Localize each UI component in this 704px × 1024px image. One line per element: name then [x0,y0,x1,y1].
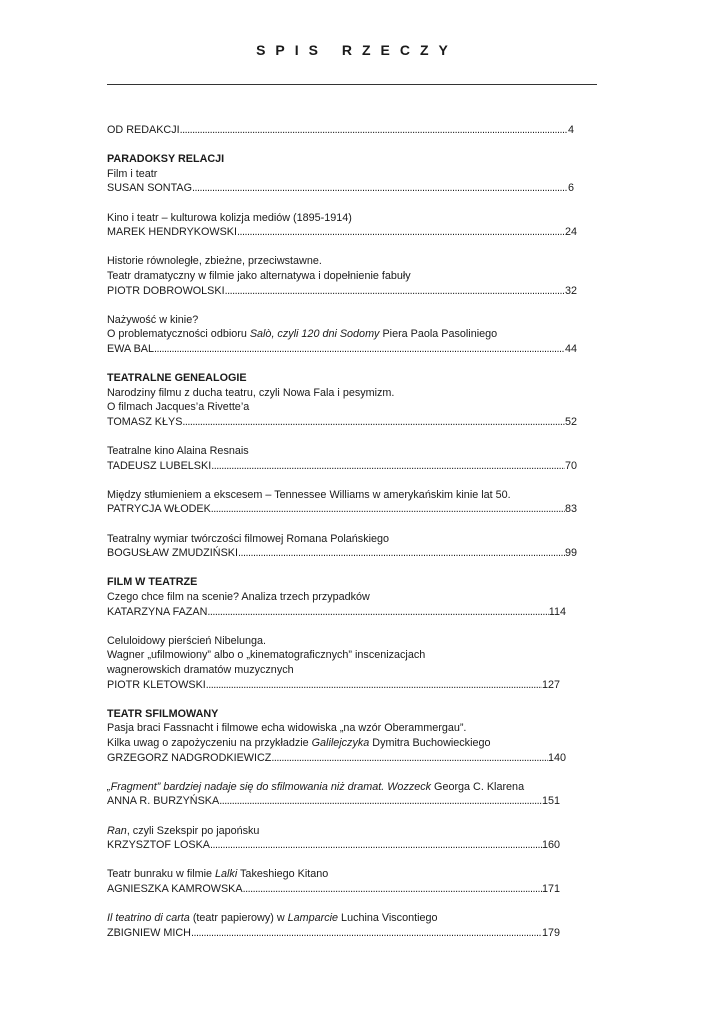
dot-leader [219,794,542,809]
page-number: 32 [564,284,577,297]
page-number: 99 [564,547,577,560]
entry-title[interactable]: Historie równoległe, zbieżne, przeciwstawne. [107,255,322,268]
author-name: PIOTR KLETOWSKI [107,678,206,691]
dot-leader [237,225,565,240]
toc-entry-author[interactable] [107,751,566,766]
title-italic: „Fragment” bardziej nadaje się do sfilmowania niż dramat. Wozzeck [107,780,432,793]
title-text: , czyli Szekspir po japońsku [126,824,260,837]
dot-leader [191,926,542,941]
page-title: SPIS RZECZY [256,42,458,58]
toc-entry-author[interactable] [107,284,577,299]
section-heading: TEATRALNE GENEALOGIE [107,372,247,385]
toc-entry-author[interactable] [107,502,577,517]
toc-entry-author[interactable] [107,882,560,897]
dot-leader [154,342,565,357]
toc-entry-author[interactable] [107,546,577,561]
dot-leader [271,751,548,766]
subtitle-italic: Salò, czyli 120 dni Sodomy [249,328,380,341]
toc-entry-author[interactable] [107,678,560,693]
toc-entry-author[interactable] [107,415,577,430]
page-number: 4 [567,124,574,136]
title-text: (teatr papierowy) w [189,912,288,925]
entry-title[interactable]: Nażywość w kinie? [107,313,199,326]
title-italic: Ran [107,824,127,837]
author-name: TOMASZ KŁYS [107,415,183,428]
subtitle-text: Kilka uwag o zapożyczeniu na przykładzie [107,736,312,749]
title-text: Teatr bunraku w filmie [107,868,216,881]
page-number: 140 [547,751,566,764]
author-name: KATARZYNA FAZAN [107,605,208,618]
author-name: MAREK HENDRYKOWSKI [107,226,237,239]
author-name: KRZYSZTOF LOSKA [107,839,210,852]
entry-title[interactable]: Teatralny wymiar twórczości filmowej Romana Polańskiego [107,532,390,545]
entry-title[interactable]: Kino i teatr – kulturowa kolizja mediów (1895-1914) [107,211,352,224]
toc-entry-author[interactable] [107,794,560,809]
author-name: ZBIGNIEW MICH [107,926,191,939]
subtitle-text: O problematyczności odbioru [107,328,250,341]
entry-title[interactable]: Film i teatr [107,167,158,180]
toc-entry-author[interactable] [107,225,577,240]
dot-leader [243,882,542,897]
page-number: 127 [541,678,560,691]
page-number: 114 [548,605,566,618]
toc-entry-author[interactable] [107,838,560,853]
dot-leader [180,123,568,138]
entry-title[interactable]: Między stłumieniem a ekscesem – Tennessee Williams w amerykańskim kinie lat 50. [107,488,511,501]
dot-leader [207,605,548,620]
section-heading: TEATR SFILMOWANY [107,707,219,720]
section-heading: PARADOKSY RELACJI [107,153,225,166]
title-divider [107,84,597,85]
title-italic: Lalki [215,868,238,881]
subtitle-text: Piera Paola Pasoliniego [379,328,498,341]
entry-subtitle: O filmach Jacques’a Rivette’a [107,401,250,414]
author-name: TADEUSZ LUBELSKI [107,459,212,472]
entry-title[interactable] [107,824,577,839]
author-name: SUSAN SONTAG [107,182,192,195]
entry-subtitle [107,736,577,751]
toc-entry-author[interactable] [107,605,566,620]
toc-entry-od-redakcji[interactable] [107,123,574,138]
author-name: PIOTR DOBROWOLSKI [107,284,225,297]
entry-title[interactable]: Narodziny filmu z ducha teatru, czyli Nowa Fala i pesymizm. [107,386,395,399]
entry-title[interactable]: Czego chce film na scenie? Analiza trzech przypadków [107,591,370,603]
entry-title: OD REDAKCJI [107,124,180,136]
page-number: 24 [564,226,577,239]
entry-title[interactable]: Celuloidowy pierścień Nibelunga. [107,634,267,647]
dot-leader [192,181,568,196]
page-number: 6 [567,182,574,195]
toc-entry-author[interactable] [107,342,577,357]
page-number: 171 [541,882,560,895]
entry-title[interactable]: Teatralne kino Alaina Resnais [107,445,249,458]
entry-subtitle: Teatr dramatyczny w filmie jako alternatywa i dopełnienie fabuły [107,269,411,282]
entry-subtitle: wagnerowskich dramatów muzycznych [107,663,294,676]
dot-leader [238,546,565,561]
author-name: AGNIESZKA KAMROWSKA [107,882,243,895]
page-number: 160 [541,839,560,852]
entry-title[interactable]: Pasja braci Fassnacht i filmowe echa widowiska „na wzór Oberammergau”. [107,722,467,735]
page-number: 83 [564,503,577,516]
page-number: 70 [564,459,577,472]
toc-entry-author[interactable] [107,459,577,474]
table-of-contents [107,123,577,940]
entry-title[interactable] [107,911,577,926]
page-number: 179 [541,926,560,939]
author-name: GRZEGORZ NADGRODKIEWICZ [107,751,272,764]
author-name: BOGUSŁAW ZMUDZIŃSKI [107,547,238,560]
subtitle-italic: Galilejczyka [311,736,370,749]
dot-leader [210,838,542,853]
author-name: EWA BAL [107,342,155,355]
entry-subtitle: Wagner „ufilmowiony” albo o „kinematograficznych” inscenizacjach [107,649,426,662]
dot-leader [182,415,565,430]
subtitle-text: Dymitra Buchowieckiego [369,736,491,749]
author-name: ANNA R. BURZYŃSKA [107,795,220,808]
dot-leader [206,678,542,693]
toc-entry-author[interactable] [107,926,560,941]
page-number: 52 [564,415,577,428]
dot-leader [211,502,565,517]
title-italic: Lamparcie [287,912,339,925]
dot-leader [211,459,565,474]
author-name: PATRYCJA WŁODEK [107,503,211,516]
page-number: 44 [564,342,577,355]
entry-subtitle [107,327,577,342]
section-heading: FILM W TEATRZE [107,576,198,589]
title-text: Takeshiego Kitano [237,868,329,881]
title-text: Luchina Viscontiego [338,912,438,925]
title-italic: Il teatrino di carta [107,912,190,925]
toc-entry-author[interactable] [107,181,574,196]
entry-title[interactable] [107,867,577,882]
page-number: 151 [541,795,560,808]
entry-title[interactable] [107,780,577,795]
dot-leader [225,284,565,299]
title-text: Georga C. Klarena [431,780,525,793]
